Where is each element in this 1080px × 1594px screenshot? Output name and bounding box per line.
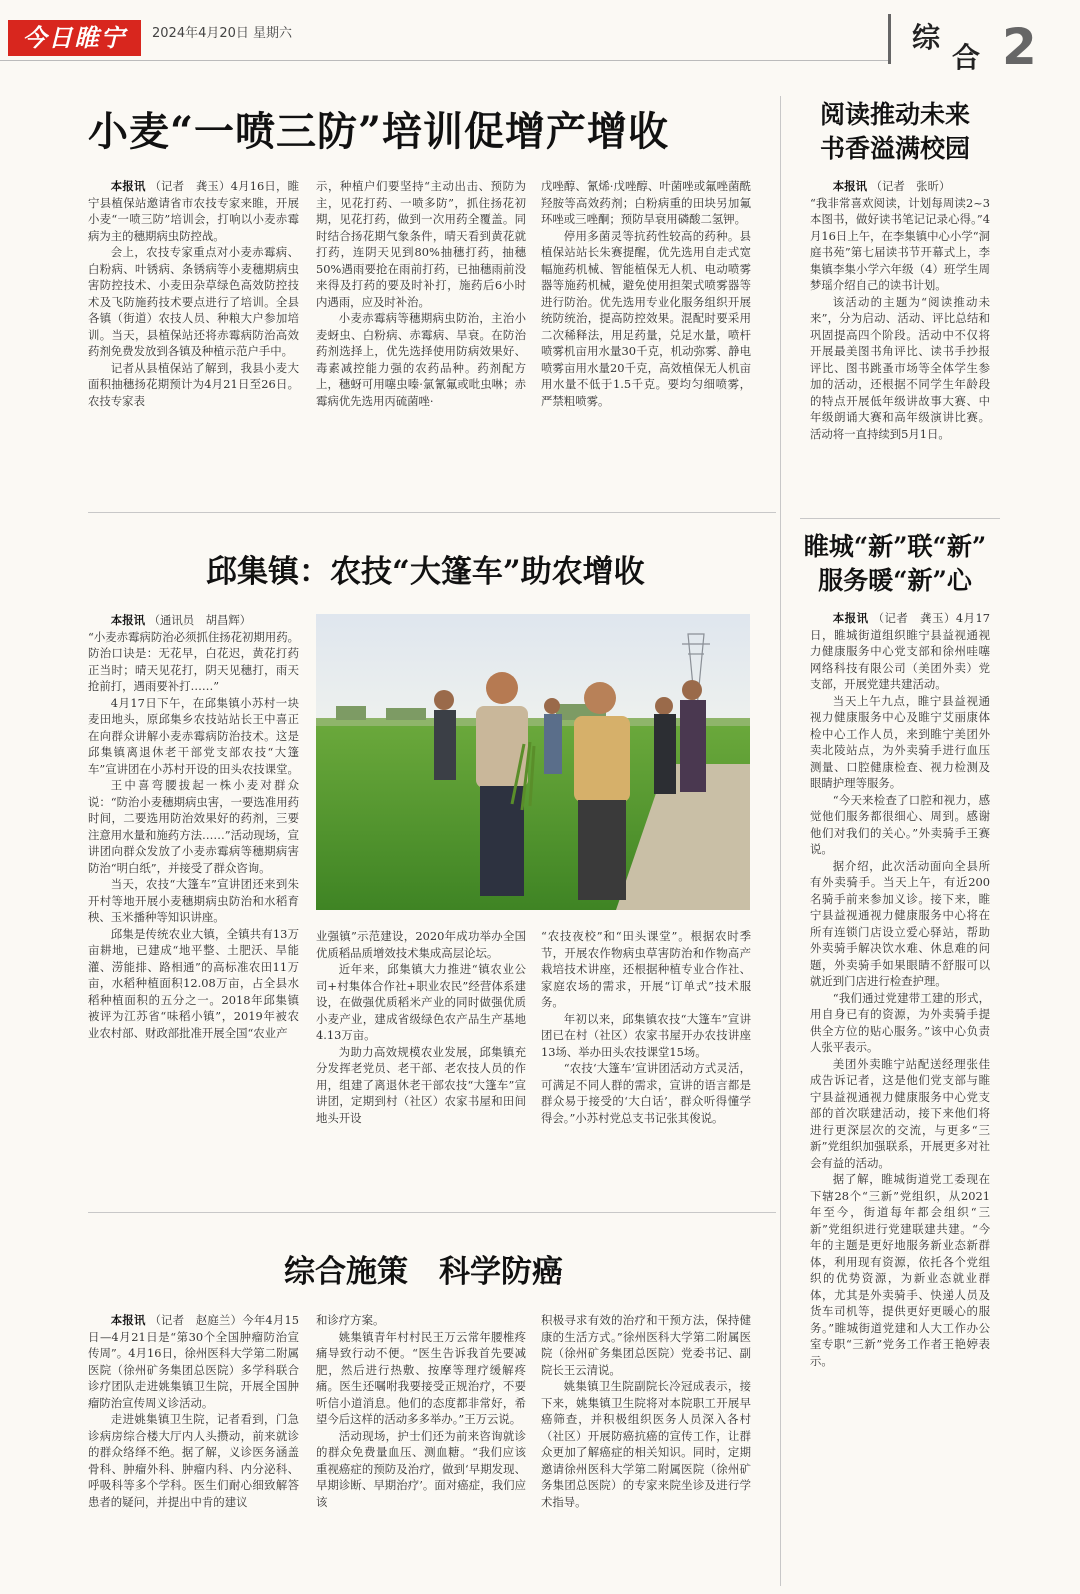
side1-headline	[800, 98, 990, 166]
article2-paragraph: 4月17日下午，在邱集镇小苏村一块麦田地头，原邱集乡农技站站长王中喜正在向群众讲解小麦赤霉病防治技术。这是邱集镇离退休老干部党支部农技“大篷车”宣讲团在小苏村开设的田头农技课堂。	[88, 695, 299, 776]
side2-paragraph: “今天来检查了口腔和视力，感觉他们服务都很细心、周到。感谢他们对我们的关心。”外卖骑手王赛说。	[810, 792, 990, 856]
article1-byline: （记者 龚玉）	[149, 179, 231, 193]
article3-paragraph: 今年4月15日—4月21日是“第30个全国肿瘤防治宣传周”。4月16日，徐州医科大学第二附属医院（徐州矿务集团总医院）多学科联合诊疗团队走进姚集镇卫生院，开展全国肿瘤防治宣传周义诊活动。	[88, 1313, 299, 1410]
article1-paragraph: 示，种植户们要坚持“主动出击、预防为主，见花打药、一喷多防”，抓住扬花初期，见花打药，做到一次用药全覆盖。同时结合扬花期气象条件，晴天看到黄花就打药，连阴天见到80%抽穗打药，抽穗50%遇雨要抢在雨前打药，已抽穗雨前没来得及打药的要及时补打，施药后6小时内遇雨，应及时补治。	[316, 179, 526, 309]
article2-paragraph: “小麦赤霉病防治必须抓住扬花初期用药。防治口诀是：无花早，白花迟，黄花打药正当时；晴天见花打，阴天见穗打，雨天抢前打，遇雨要补打……”	[88, 629, 299, 693]
article2-paragraph: 邱集是传统农业大镇，全镇共有13万亩耕地，已建成“地平整、土肥沃、旱能灌、涝能排、路相通”的高标准农田11万亩，水稻种植面积12.08万亩，占全县水稻种植面积的五分之一。2018年邱集镇被评为江苏省“味稻小镇”，2019年被农业农村部、财政部批准开展全国“农业产	[88, 926, 299, 1040]
article3-paragraph: 和诊疗方案。	[316, 1313, 385, 1327]
masthead-divider	[888, 14, 891, 64]
side2-paragraph: “我们通过党建带工建的形式，用自身已有的资源，为外卖骑手提供全方位的贴心服务。”该中心负责人张平表示。	[810, 990, 990, 1054]
article3-byline-tag: 本报讯	[110, 1313, 146, 1327]
article3-byline: （记者 赵庭兰）	[149, 1313, 243, 1327]
side2-headline	[800, 530, 990, 598]
side1-paragraph: 该活动的主题为“阅读推动未来”，分为启动、活动、评比总结和巩固提高四个阶段。活动中不仅将开展最美图书角评比、读书手抄报评比、图书跳蚤市场等全体学生参加的活动，还根据不同学生年龄段的特点开展低年级讲故事大赛、中年级朗诵大赛和高年级演讲比赛。活动将一直持续到5月1日。	[810, 294, 990, 441]
photo-illustration	[316, 614, 750, 910]
side2-paragraph: 据了解，睢城街道党工委现在下辖28个“三新”党组织，从2021年至今，街道每年都会组织“三新”党组织进行党建联建共建。“今年的主题是更好地服务新业态新群体，利用现有资源，依托各个党组织的优势资源，为新业态就业群体，尤其是外卖骑手、快递人员及货车司机等，提供更好更暖心的服务。”睢城街道党建和人大工作办公室专职“三新”党务工作者王艳婷表示。	[810, 1172, 990, 1368]
article1-paragraph: 停用多菌灵等抗药性较高的药种。县植保站站长朱赛提醒，优先选用自走式宽幅施药机械、智能植保无人机、电动喷雾器等施药机械，避免使用担架式喷雾器等进行防治。优先选用专业化服务组织开展统防统治，提高防控效果。混配时要采用二次稀释法，用足药量，兑足水量，喷杆喷雾机亩用水量30千克，机动弥雾、静电喷雾亩用水量20千克，高效植保无人机亩用水量不低于1.5千克。要均匀细喷雾，严禁粗喷雾。	[541, 228, 751, 408]
side2-paragraph: 美团外卖睢宁站配送经理张佳成告诉记者，这是他们党支部与睢宁县益视通视力健康服务中心党支部的首次联建活动，接下来他们将进行更深层次的交流，与更多“三新”党组织加强联系，开展更多对社会有益的活动。	[810, 1056, 990, 1170]
article1-column-2	[316, 178, 526, 480]
section-label	[906, 14, 986, 74]
side2-byline: （记者 龚玉）	[872, 611, 956, 625]
section-char-1: 综	[912, 21, 941, 54]
article1-column-1	[88, 178, 299, 480]
article3-paragraph: 活动现场，护士们还为前来咨询就诊的群众免费量血压、测血糖。“我们应该重视癌症的预防及治疗，做到‘早期发现、早期诊断、早期治疗’。面对癌症，我们应该	[316, 1428, 526, 1509]
article3-column-1	[88, 1312, 299, 1582]
masthead-rule	[0, 60, 890, 61]
article2-column-1	[88, 612, 299, 1180]
side2-headline-line2: 服务暖“新”心	[818, 566, 972, 595]
side1-byline-tag: 本报讯	[832, 179, 867, 193]
article1-headline: 小麦“一喷三防”培训促增产增收	[88, 108, 670, 155]
article3-column-3	[541, 1312, 751, 1582]
article3-paragraph: 姚集镇卫生院副院长冷冠成表示，接下来，姚集镇卫生院将对本院职工开展早癌筛查，并积极组织医务人员深入各村（社区）开展防癌抗癌的宣传工作，让群众更加了解癌症的相关知识。同时，定期邀请徐州医科大学第二附属医院（徐州矿务集团总医院）的专家来院坐诊及进行学术指导。	[541, 1379, 751, 1509]
article2-paragraph: 为助力高效规模农业发展，邱集镇充分发挥老党员、老干部、老农技人员的作用，组建了离退休老干部农技“大篷车”宣讲团，定期到村（社区）农家书屋和田间地头开设	[316, 1044, 526, 1125]
article1-paragraph: 4月16日，睢宁县植保站邀请省市农技专家来睢，开展小麦“一喷三防”培训会，打响以小麦赤霉病为主的穗期病虫防控战。	[88, 179, 299, 243]
sidebar-separator	[800, 518, 1000, 519]
side2-byline-tag: 本报讯	[832, 611, 869, 625]
side2-body	[810, 610, 990, 1588]
article1-paragraph: 小麦赤霉病等穗期病虫防治，主治小麦蚜虫、白粉病、赤霉病、旱衰。在防治药剂选择上，优先选择使用防病效果好、毒素减控能力强的农药品种。药剂配方上，穗蚜可用噻虫嗪·氯氰氟或吡虫啉；赤霉病优先选用丙硫菌唑·	[316, 311, 526, 408]
side2-paragraph: 当天上午九点，睢宁县益视通视力健康服务中心及睢宁艾丽康体检中心工作人员，来到睢宁美团外卖北陵站点，为外卖骑手进行血压测量、口腔健康检查、视力检测及眼睛护理等服务。	[810, 693, 990, 790]
section-char-2: 合	[952, 41, 981, 74]
article2-byline: （通讯员 胡昌辉）	[148, 613, 252, 627]
article3-paragraph: 积极寻求有效的治疗和干预方法，保持健康的生活方式。”徐州医科大学第二附属医院（徐州矿务集团总医院）党委书记、副院长王云清说。	[541, 1313, 751, 1377]
side1-headline-line2: 书香溢满校园	[819, 134, 970, 163]
article3-column-2	[316, 1312, 526, 1582]
article1-column-3	[541, 178, 751, 480]
article1-paragraph: 记者从县植保站了解到，我县小麦大面积抽穗扬花期预计为4月21日至26日。农技专家表	[88, 360, 299, 408]
side2-headline-line1: 睢城“新”联“新”	[803, 532, 987, 561]
article2-paragraph: 当天，农技“大篷车”宣讲团还来到朱开村等地开展小麦穗期病虫防治和水稻育秧、玉米播种等知识讲座。	[88, 877, 299, 924]
article3-paragraph: 姚集镇青年村村民王万云常年腰椎疼痛导致行动不便。“医生告诉我首先要减肥，然后进行热敷、按摩等理疗缓解疼痛。医生还嘱咐我要接受正规治疗，不要听信小道消息。他们的态度都非常好，希望今后这样的活动多多举办。”王万云说。	[316, 1329, 526, 1426]
article2-paragraph: 业强镇”示范建设，2020年成功举办全国优质稻品质增效技术集成高层论坛。	[316, 929, 526, 960]
section-separator	[88, 512, 776, 513]
side2-paragraph: 据介绍，此次活动面向全县所有外卖骑手。当天上午，有近200名骑手前来参加义诊。接下来，睢宁县益视通视力健康服务中心将在所有连锁门店设立爱心驿站，帮助外卖骑手解决饮水难、休息难的问题，外卖骑手如果眼睛不舒服可以就近到门店进行检查护理。	[810, 858, 990, 988]
section-separator	[88, 1212, 776, 1213]
side1-headline-line1: 阅读推动未来	[819, 100, 970, 129]
article2-paragraph: 王中喜弯腰拔起一株小麦对群众说：“防治小麦穗期病虫害，一要选准用药时间，二要选用防治效果好的药剂，三要注意用水量和施药方法……”活动现场，宣讲团向群众发放了小麦赤霉病等穗期病害防治“明白纸”，并接受了群众咨询。	[88, 778, 299, 875]
side1-body	[810, 178, 990, 508]
article2-paragraph: “农技夜校”和“田头课堂”。根据农时季节，开展农作物病虫草害防治和作物高产栽培技术讲座，还根据种植专业合作社、家庭农场的需求，开展“订单式”技术服务。	[541, 929, 751, 1009]
issue-date: 2024年4月20日 星期六	[152, 26, 293, 41]
side2-paragraph: 4月17日，睢城街道组织睢宁县益视通视力健康服务中心党支部和徐州哇噻网络科技有限公司（美团外卖）党支部，开展党建共建活动。	[810, 611, 990, 691]
page-number: 2	[1002, 18, 1037, 76]
article2-paragraph: “农技‘大篷车’宣讲团活动方式灵活，可满足不同人群的需求，宣讲的语言都是群众易于接受的‘大白话’，群众听得懂学得会。”小苏村党总支书记张其俊说。	[541, 1061, 751, 1125]
article2-column-3	[541, 928, 751, 1180]
article2-headline: 邱集镇：农技“大篷车”助农增收	[206, 554, 645, 590]
article2-paragraph: 年初以来，邱集镇农技“大篷车”宣讲团已在村（社区）农家书屋开办农技讲座13场、举办田头农技课堂15场。	[541, 1011, 751, 1059]
article1-paragraph: 会上，农技专家重点对小麦赤霉病、白粉病、叶锈病、条锈病等小麦穗期病虫害防控技术、小麦田杂草绿色高效防控技术及飞防施药技术要点进行了培训。全县各镇（街道）农技人员、种粮大户参加培训。当天，县植保站还将赤霉病防治高效药剂免费发放到各镇及种植示范户手中。	[88, 245, 299, 358]
article1-byline-tag: 本报讯	[110, 179, 146, 193]
article3-paragraph: 走进姚集镇卫生院，记者看到，门急诊病房综合楼大厅内人头攒动，前来就诊的群众络绎不绝。据了解，义诊医务涵盖骨科、肿瘤外科、肿瘤内科、内分泌科、呼吸科等多个学科。医生们耐心细致解答患者的疑问，并提出中肯的建议	[88, 1412, 299, 1509]
side1-byline: （记者 张昕）	[870, 179, 951, 193]
article2-column-2	[316, 928, 526, 1180]
article2-paragraph: 近年来，邱集镇大力推进“镇农业公司+村集体合作社+职业农民”经营体系建设，在做强优质稻米产业的同时做强优质小麦产业，建成省级绿色农产品生产基地4.13万亩。	[316, 962, 526, 1042]
article3-headline: 综合施策 科学防癌	[284, 1254, 563, 1290]
article1-paragraph: 戊唑醇、氰烯·戊唑醇、叶菌唑或氟唑菌酰羟胺等高效药剂；白粉病重的田块另加氟环唑或三唑酮；预防旱衰用磷酸二氢钾。	[541, 179, 751, 226]
field-training-photo	[316, 614, 750, 910]
masthead-logo: 今日睢宁	[8, 20, 141, 56]
article2-byline-tag: 本报讯	[110, 613, 145, 627]
side1-paragraph: “我非常喜欢阅读，计划每周读2~3本图书，做好读书笔记记录心得。”4月16日上午，在李集镇中心小学“洞庭书苑”第七届读书节开幕式上，李集镇李集小学六年级（4）班学生周梦瑶介绍自己的读书计划。	[810, 195, 990, 292]
column-divider	[780, 96, 781, 1586]
